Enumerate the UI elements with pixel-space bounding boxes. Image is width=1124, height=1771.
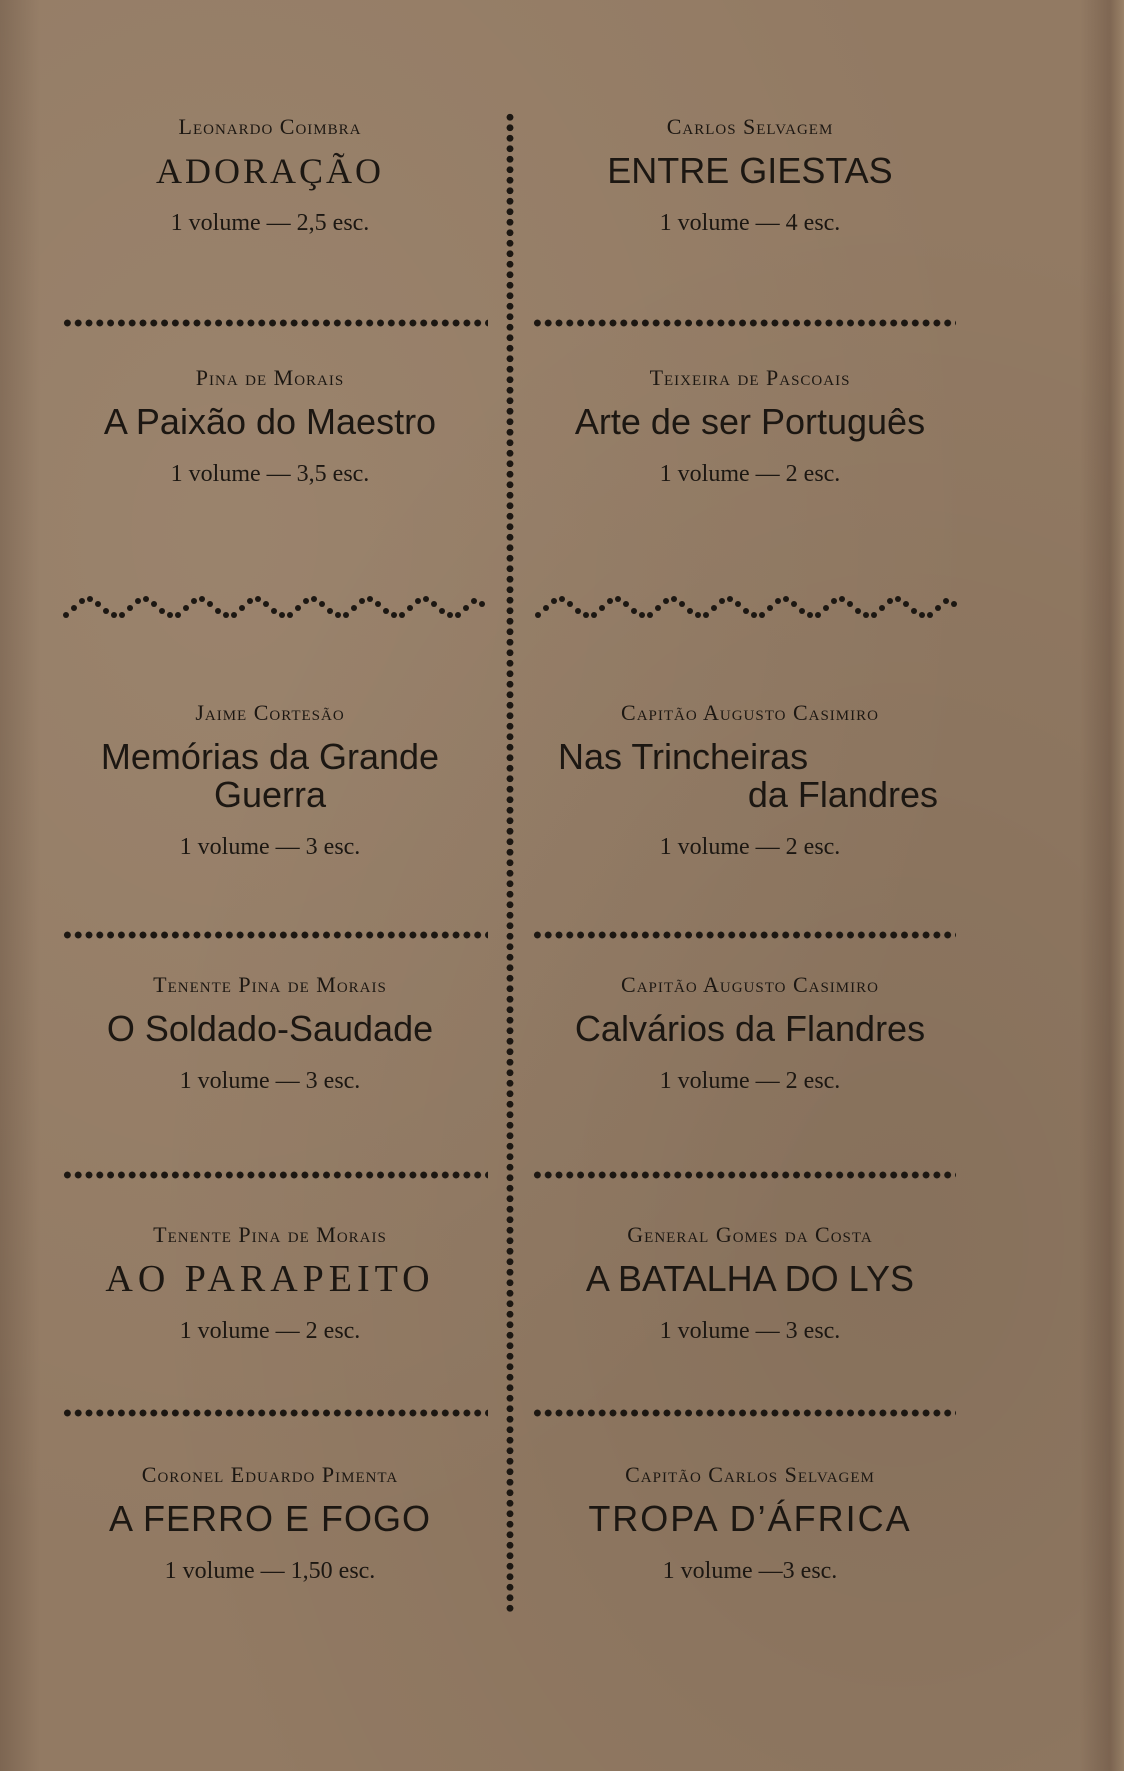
price-text: 1 volume — 2 esc. bbox=[659, 1068, 841, 1094]
book-title-line: Memórias da Grande bbox=[100, 736, 440, 777]
dot-separator bbox=[532, 318, 956, 328]
author-name: Capitão Augusto Casimiro bbox=[621, 700, 879, 725]
dot-separator bbox=[62, 318, 488, 328]
book-title-line: da Flandres bbox=[747, 774, 938, 815]
book-title bbox=[50, 738, 490, 814]
author-name: Capitão Carlos Selvagem bbox=[625, 1462, 875, 1487]
vertical-dot-divider bbox=[503, 112, 517, 1612]
book-title: TROPA D’ÁFRICA bbox=[588, 1498, 912, 1539]
dot-separator bbox=[62, 930, 488, 940]
author-name: Coronel Eduardo Pimenta bbox=[141, 1462, 399, 1487]
book-title: ENTRE GIESTAS bbox=[607, 150, 893, 191]
wave-dot-ornament bbox=[58, 586, 488, 626]
price-text: 1 volume — 4 esc. bbox=[659, 210, 841, 236]
author-name: Tenente Pina de Morais bbox=[153, 972, 387, 997]
author-name: Jaime Cortesão bbox=[195, 700, 345, 725]
price-text: 1 volume — 1,50 esc. bbox=[164, 1558, 376, 1584]
book-title: AO PARAPEITO bbox=[105, 1258, 435, 1300]
book-title bbox=[530, 738, 970, 814]
price-text: 1 volume — 2 esc. bbox=[659, 834, 841, 860]
book-title: Arte de ser Português bbox=[574, 401, 926, 442]
author-name: Capitão Augusto Casimiro bbox=[621, 972, 879, 997]
price-text: 1 volume —3 esc. bbox=[662, 1558, 838, 1584]
book-title: A FERRO E FOGO bbox=[108, 1498, 432, 1539]
author-name: Tenente Pina de Morais bbox=[153, 1222, 387, 1247]
book-title: A BATALHA DO LYS bbox=[585, 1258, 915, 1299]
author-name: Carlos Selvagem bbox=[666, 114, 834, 139]
price-text: 1 volume — 3 esc. bbox=[179, 1068, 361, 1094]
book-title-line: Guerra bbox=[213, 774, 327, 815]
author-name: Teixeira de Pascoais bbox=[649, 365, 851, 390]
dot-separator bbox=[62, 1408, 488, 1418]
price-text: 1 volume — 3 esc. bbox=[179, 834, 361, 860]
dot-separator bbox=[62, 1170, 488, 1180]
book-title: Calvários da Flandres bbox=[574, 1008, 926, 1049]
author-name: General Gomes da Costa bbox=[627, 1222, 873, 1247]
book-title: ADORAÇÃO bbox=[155, 151, 384, 191]
dot-separator bbox=[532, 1170, 956, 1180]
book-title: A Paixão do Maestro bbox=[103, 401, 437, 442]
price-text: 1 volume — 3,5 esc. bbox=[170, 461, 370, 487]
price-text: 1 volume — 3 esc. bbox=[659, 1318, 841, 1344]
book-title: O Soldado-Saudade bbox=[106, 1008, 434, 1049]
price-text: 1 volume — 2 esc. bbox=[659, 461, 841, 487]
book-title-line: Nas Trincheiras bbox=[558, 736, 809, 777]
price-text: 1 volume — 2,5 esc. bbox=[170, 210, 370, 236]
dot-separator bbox=[532, 1408, 956, 1418]
author-name: Pina de Morais bbox=[195, 365, 345, 390]
author-name: Leonardo Coimbra bbox=[178, 114, 362, 139]
dot-separator bbox=[532, 930, 956, 940]
price-text: 1 volume — 2 esc. bbox=[179, 1318, 361, 1344]
wave-dot-ornament bbox=[530, 586, 960, 626]
